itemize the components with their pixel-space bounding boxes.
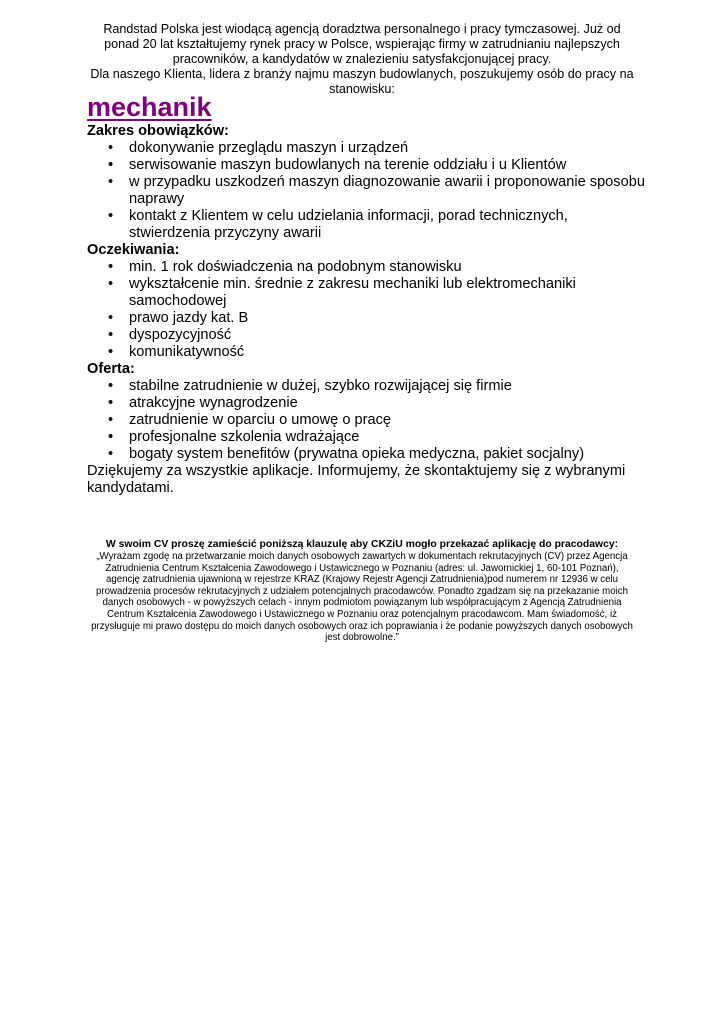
list-item: • atrakcyjne wynagrodzenie <box>87 395 647 412</box>
list-item: • dokonywanie przeglądu maszyn i urządzeń <box>87 140 647 157</box>
intro-section <box>88 22 636 97</box>
list-item: • min. 1 rok doświadczenia na podobnym stanowisku <box>87 259 647 276</box>
list-item: • zatrudnienie w oparciu o umowę o pracę <box>87 412 647 429</box>
list-item: • prawo jazdy kat. B <box>87 310 647 327</box>
job-details <box>87 123 647 497</box>
clause-heading: W swoim CV proszę zamieścić poniższą klauzulę aby CKZiU mogło przekazać aplikację do pracodawcy: <box>105 539 619 550</box>
intro-paragraph-company: Randstad Polska jest wiodącą agencją doradztwa personalnego i pracy tymczasowej. Już od ponad 20 lat kształtujemy rynek pracy w Polsce, wspierając firmy w zatrudnianiu najlepszych pracowników, a kandydatów w znalezieniu satysfakcjonującej pracy. <box>103 22 621 66</box>
list-item: • stabilne zatrudnienie w dużej, szybko rozwijającej się firmie <box>87 378 647 395</box>
requirements-list <box>87 259 647 361</box>
offer-heading: Oferta: <box>87 361 135 377</box>
responsibilities-heading: Zakres obowiązków: <box>87 123 229 139</box>
job-title: mechanik <box>87 92 212 122</box>
thanks-note: Dziękujemy za wszystkie aplikacje. Informujemy, że skontaktujemy się z wybranymi kandydatami. <box>87 463 626 496</box>
intro-paragraph-client: Dla naszego Klienta, lidera z branży najmu maszyn budowlanych, poszukujemy osób do pracy na stanowisku: <box>90 67 634 96</box>
list-item: • serwisowanie maszyn budowlanych na terenie oddziału i u Klientów <box>87 157 647 174</box>
requirements-heading: Oczekiwania: <box>87 242 180 258</box>
list-item: • bogaty system benefitów (prywatna opieka medyczna, pakiet socjalny) <box>87 446 647 463</box>
list-item: • dyspozycyjność <box>87 327 647 344</box>
list-item: • komunikatywność <box>87 344 647 361</box>
responsibilities-list <box>87 140 647 242</box>
clause-text: „Wyrażam zgodę na przetwarzanie moich danych osobowych zawartych w dokumentach rekrutacyjnych (CV) przez Agencja Zatrudnienia Centrum Kształcenia Zawodowego i Ustawicznego w Poznaniu (adres: ul. Jawornickiej 1, 60-101 Poznań), agencję zatrudnienia ujawnioną w rejestrze KRAZ (Krajowy Rejestr Agencji Zatrudnienia)pod numerem nr 12936 w celu prowadzenia procesów rekrutacyjnych z udziałem potencjalnych pracodawców. Ponadto zgadzam się na przekazanie moich danych osobowych - w powyższych celach - innym podmiotom powiązanym lub współpracującym z Agencją Zatrudnienia Centrum Kształcenia Zawodowego i Ustawicznego w Poznaniu oraz potencjalnym pracodawcom. Mam świadomość, iż przysługuje mi prawo dostępu do moich danych osobowych oraz ich poprawiania i że podanie powyższych danych osobowych jest dobrowolne.” <box>91 551 633 644</box>
list-item: • kontakt z Klientem w celu udzielania informacji, porad technicznych, stwierdzenia przyczyny awarii <box>87 208 647 242</box>
gdpr-clause-section <box>88 539 636 644</box>
list-item: • w przypadku uszkodzeń maszyn diagnozowanie awarii i proponowanie sposobu naprawy <box>87 174 647 208</box>
list-item: • profesjonalne szkolenia wdrażające <box>87 429 647 446</box>
offer-list <box>87 378 647 463</box>
list-item: • wykształcenie min. średnie z zakresu mechaniki lub elektromechaniki samochodowej <box>87 276 647 310</box>
